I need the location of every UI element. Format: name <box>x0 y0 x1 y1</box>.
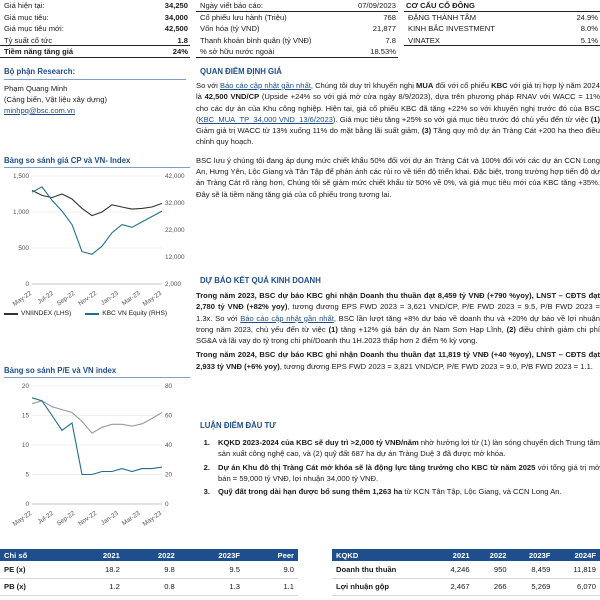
y-left-tick-label: 500 <box>18 245 29 252</box>
legend-swatch <box>85 313 99 315</box>
x-tick-label: Nov-22 <box>77 289 99 308</box>
results-table <box>332 549 600 596</box>
target-price-row: Giá mục tiêu: 34,000 <box>4 12 188 22</box>
analyst-sector: (Cảng biển, Vật liệu xây dựng) <box>4 95 108 104</box>
latest-report-link-2[interactable]: Báo cáo cập nhật gần nhất <box>240 313 334 323</box>
market-cap-row: Vốn hóa (tỷ VND) 21,877 <box>200 24 396 33</box>
ratios-header-row: Chỉ số 2021 2022 2023F Peer <box>0 549 298 561</box>
thesis-list <box>200 437 600 499</box>
chart1-title: Bảng so sánh giá CP và VN- Index <box>4 156 190 168</box>
x-tick-label: Sep-22 <box>55 289 77 308</box>
valuation-view-text <box>196 80 600 203</box>
series-line <box>32 398 162 475</box>
chart1-legend <box>4 310 190 317</box>
y-left-tick-label: 10 <box>21 442 29 449</box>
forecast-heading: DỰ BÁO KẾT QUẢ KINH DOANH <box>200 276 321 285</box>
thesis-item: 3. Quỹ đất trong dài hạn được bổ sung thêm 1,263 ha từ KCN Tân Tập, Lộc Giang, và CCN Long An. <box>203 487 562 497</box>
results-header-row: KQKD 2021 2022 2023F 2024F <box>332 549 600 561</box>
y-right-tick-label: 80 <box>165 383 173 390</box>
valuation-paragraph-1: So với Báo cáo cập nhật gần nhất, Chúng tôi duy trì khuyến nghị MUA đối với cổ phiếu KBC với giá trị hợp lý năm 2024 là 42,500 VND/CP (Upside +24% so với giá mở cửa ngày 8/9/2023), dựa trên phương pháp RNAV với WACC = 11% cho các dự án của Khu công nghiệp. Hiện tại, giá cổ phiếu KBC đã tăng +22% so với khuyến nghị trước đó của BSC (KBC_MUA_TP_34,000 VND_13/6/2023). Giá mục tiêu tăng +25% so với giá mục tiêu trước đó chủ yếu đến từ việc (1) Giảm giả trị WACC từ 13% xuống 11% do mặt bằng lãi suất giảm, (3) Tăng quy mô dự án Tràng Cát +200 ha theo điều chỉnh quy hoạch. <box>196 81 600 147</box>
series-line <box>32 401 162 433</box>
forecast-paragraph-1: Trong năm 2023, BSC dự báo KBC ghi nhận Doanh thu thuần đạt 8,459 tỷ VNĐ (+790 %yoy), LNST – CĐTS đạt 2,780 tỷ VNĐ (+82% yoy), tương đương EPS FWD 2023 = 3,621 VND/CP, P/E FWD 2023 = 9.5, P/B FWD 2023 = 1.3x. So với Báo cáo cập nhật gần nhất, BSC lần lượt tăng +8% dự báo về doanh thu và +20% dự báo về lợi nhuận trong năm 2023, chủ yếu đến từ việc (1) tăng +12% giá bán dự án Nam Sơn Hạp Lĩnh, (2) điều chỉnh giảm chi phí SG&A và lãi vay do tỷ trọng chi phí/Doanh thu 1H.2023 thấp hơn 2 điểm % kỳ vọng. <box>196 291 600 346</box>
forecast-text <box>196 290 600 375</box>
analyst-email-link[interactable]: minhpq@bsc.com.vn <box>4 106 76 115</box>
valuation-paragraph-2: BSC lưu ý chúng tôi đang áp dụng mức chiết khấu 50% đối với dự án Tràng Cát và 100% đối với các dự án CCN Long An, Hưng Yên, Lộc Giang và Tân Tập để phản ánh các rủi ro về tiến độ triển khai. Đặc biệt, trong trường hợp tiến độ dự án Tràng Cát rõ ràng hơn, Chúng tôi sẽ giảm mức chiết khấu từ 50% về 0%, và giá mục tiêu mới của KBC tăng +35%. Đây sẽ là tiềm năng tăng giá của cổ phiếu trong tương lai. <box>196 155 600 199</box>
y-left-tick-label: 1,500 <box>13 173 29 180</box>
legend-item-vnindex: VNIINDEX (LHS) <box>4 310 71 317</box>
x-tick-label: May-22 <box>11 509 34 528</box>
previous-recommendation-link[interactable]: KBC_MUA_TP_34,000 VND_13/6/2023 <box>198 114 333 124</box>
ratios-table <box>0 549 298 596</box>
y-right-tick-label: 0 <box>165 501 169 508</box>
x-tick-label: Jan-23 <box>99 509 120 527</box>
thesis-item: 1. KQKD 2023-2024 của KBC sẽ duy trì >2,000 tỷ VNĐ/năm nhờ hưởng lợi từ (1) làn sóng chuyển dịch Trung tâm sản xuất công nghệ cao, và (2) quỹ đất 687 ha dự án Tràng Duệ 3 đã được mở khóa. <box>203 438 600 459</box>
report-date-row: Ngày viết báo cáo: 07/09/2023 <box>196 0 398 12</box>
x-tick-label: Sep-22 <box>55 509 77 528</box>
thesis-heading: LUẬN ĐIỂM ĐẦU TƯ <box>200 421 276 430</box>
y-left-tick-label: 1,000 <box>13 209 29 216</box>
y-right-tick-label: 22,000 <box>165 227 185 234</box>
x-tick-label: Mar-23 <box>120 509 142 528</box>
y-right-tick-label: 32,000 <box>165 200 185 207</box>
research-title: Bộ phận Research: <box>4 66 186 80</box>
table-row: Doanh thu thuần 4,246 950 8,459 11,819 <box>332 561 600 578</box>
y-right-tick-label: 12,000 <box>165 254 185 261</box>
shareholder-row: ĐẶNG THÀNH TÂM 24.9% <box>408 12 598 22</box>
x-tick-label: Jul-22 <box>36 509 55 526</box>
liquidity-row: Thanh khoản bình quân (tỷ VNĐ) 7.8 <box>200 35 396 45</box>
table-row: PB (x) 1.2 0.8 1.3 1.1 <box>0 578 298 595</box>
table-row: PE (x) 18.2 9.8 9.5 9.0 <box>0 561 298 578</box>
x-tick-label: Jan-23 <box>99 289 120 307</box>
chart1-svg <box>4 168 190 308</box>
y-left-tick-label: 0 <box>25 281 29 288</box>
y-left-tick-label: 15 <box>21 412 29 420</box>
y-right-tick-label: 60 <box>165 412 173 420</box>
valuation-view-heading: QUAN ĐIỂM ĐỊNH GIÁ <box>200 67 282 76</box>
forecast-paragraph-2: Trong năm 2024, BSC dự báo KBC ghi nhận Doanh thu thuần đạt 11,819 tỷ VNĐ (+40 %yoy), LNST – CĐTS đạt 2,933 tỷ VNĐ (+6% yoy), tương đương EPS FWD 2023 = 3,821 VND/CP, P/E FWD 2023 = 9.0, P/B FWD 2023 = 1.1. <box>196 350 600 371</box>
legend-swatch <box>4 313 18 315</box>
x-tick-label: Mar-23 <box>120 289 142 308</box>
legend-item-kbc: KBC VN Equity (RHS) <box>85 310 167 317</box>
x-tick-label: May-23 <box>141 509 164 528</box>
price-vs-index-chart <box>4 156 190 317</box>
y-right-tick-label: 42,000 <box>165 173 185 180</box>
dividend-yield-row: Tỷ suất cổ tức 1.8 <box>0 35 190 47</box>
current-price-row: Giá hiện tại: 34,250 <box>4 1 188 10</box>
y-left-tick-label: 20 <box>21 383 29 390</box>
shares-outstanding-row: Cổ phiếu lưu hành (Triệu) 768 <box>200 12 396 22</box>
chart2-title: Bảng so sánh P/E và VN index <box>4 366 190 378</box>
new-target-price-row: Giá mục tiêu mới: 42,500 <box>4 24 188 33</box>
y-right-tick-label: 40 <box>165 442 173 449</box>
market-info-table <box>196 0 398 58</box>
latest-report-link[interactable]: Báo cáo cập nhật gần nhất <box>220 81 311 90</box>
table-row: Lợi nhuận gộp 2,467 266 5,269 6,070 <box>332 578 600 595</box>
thesis-item: 2. Dự án Khu đô thị Tràng Cát mở khóa sẽ là động lực tăng trưởng cho KBC từ năm 2025 với tổng giá trị mở bán = 59,000 tỷ VNĐ, lợi nhuận 34,000 tỷ VNĐ. <box>203 462 600 483</box>
stock-info-table <box>0 0 190 58</box>
ownership-table <box>404 0 600 46</box>
research-contact <box>4 66 186 116</box>
y-left-tick-label: 5 <box>25 471 29 479</box>
analyst-name: Phạm Quang Minh <box>4 84 68 93</box>
foreign-ownership-row: % sở hữu nước ngoài 18.53% <box>196 46 398 58</box>
pe-vs-index-chart <box>4 366 190 528</box>
y-right-tick-label: 20 <box>165 471 173 479</box>
upside-row: Tiềm năng tăng giá 24% <box>0 46 190 58</box>
y-right-tick-label: 2,000 <box>165 281 181 288</box>
series-line <box>32 187 162 255</box>
y-left-tick-label: 0 <box>25 501 29 508</box>
x-tick-label: May-23 <box>141 289 164 308</box>
shareholder-row: KINH BẮC INVESTMENT 8.0% <box>408 24 598 33</box>
ownership-title: CƠ CẤU CỔ ĐÔNG <box>404 0 600 12</box>
x-tick-label: Nov-22 <box>77 509 99 528</box>
x-tick-label: May-22 <box>11 289 34 308</box>
x-tick-label: Jul-22 <box>36 289 55 306</box>
chart2-svg <box>4 378 190 528</box>
shareholder-row: VINATEX 5.1% <box>404 35 600 47</box>
